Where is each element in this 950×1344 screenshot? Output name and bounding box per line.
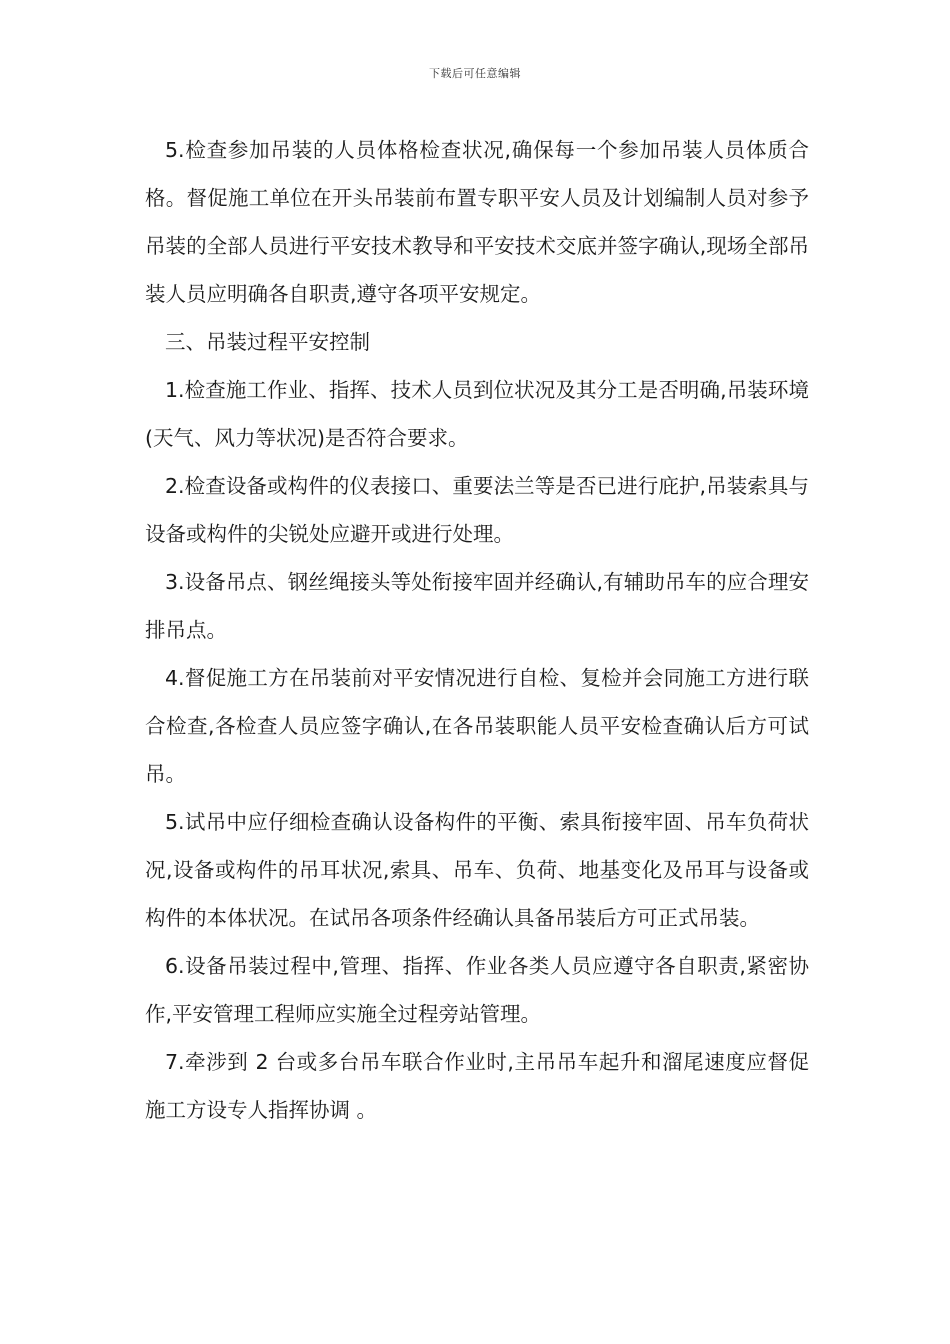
- paragraph-item-5: 5.试吊中应仔细检查确认设备构件的平衡、索具衔接牢固、吊车负荷状况,设备或构件的吊耳状况,索具、吊车、负荷、地基变化及吊耳与设备或构件的本体状况。在试吊各项条件经确认具备吊装后方可正式吊装。: [145, 810, 809, 930]
- page-header: 下载后可任意编辑: [429, 67, 521, 80]
- paragraph-item-4: 4.督促施工方在吊装前对平安情况进行自检、复检并会同施工方进行联合检查,各检查人员应签字确认,在各吊装职能人员平安检查确认后方可试吊。: [145, 666, 809, 786]
- paragraph-item-3: 3.设备吊点、钢丝绳接头等处衔接牢固并经确认,有辅助吊车的应合理安排吊点。: [145, 570, 809, 642]
- paragraph-item-6: 6.设备吊装过程中,管理、指挥、作业各类人员应遵守各自职责,紧密协作,平安管理工程师应实施全过程旁站管理。: [145, 954, 809, 1026]
- section-heading-lifting-process-safety: 三、吊装过程平安控制: [165, 330, 370, 354]
- paragraph-item-7: 7.牵涉到 2 台或多台吊车联合作业时,主吊吊车起升和溜尾速度应督促施工方设专人指挥协调 。: [145, 1050, 809, 1122]
- paragraph-personnel-check: 5.检查参加吊装的人员体格检查状况,确保每一个参加吊装人员体质合格。督促施工单位在开头吊装前布置专职平安人员及计划编制人员对参予吊装的全部人员进行平安技术教导和平安技术交底并签字确认,现场全部吊装人员应明确各自职责,遵守各项平安规定。: [145, 138, 809, 306]
- document-body: [145, 126, 809, 1134]
- paragraph-item-2: 2.检查设备或构件的仪表接口、重要法兰等是否已进行庇护,吊装索具与设备或构件的尖锐处应避开或进行处理。: [145, 474, 809, 546]
- paragraph-item-1: 1.检查施工作业、指挥、技术人员到位状况及其分工是否明确,吊装环境(天气、风力等状况)是否符合要求。: [145, 378, 809, 450]
